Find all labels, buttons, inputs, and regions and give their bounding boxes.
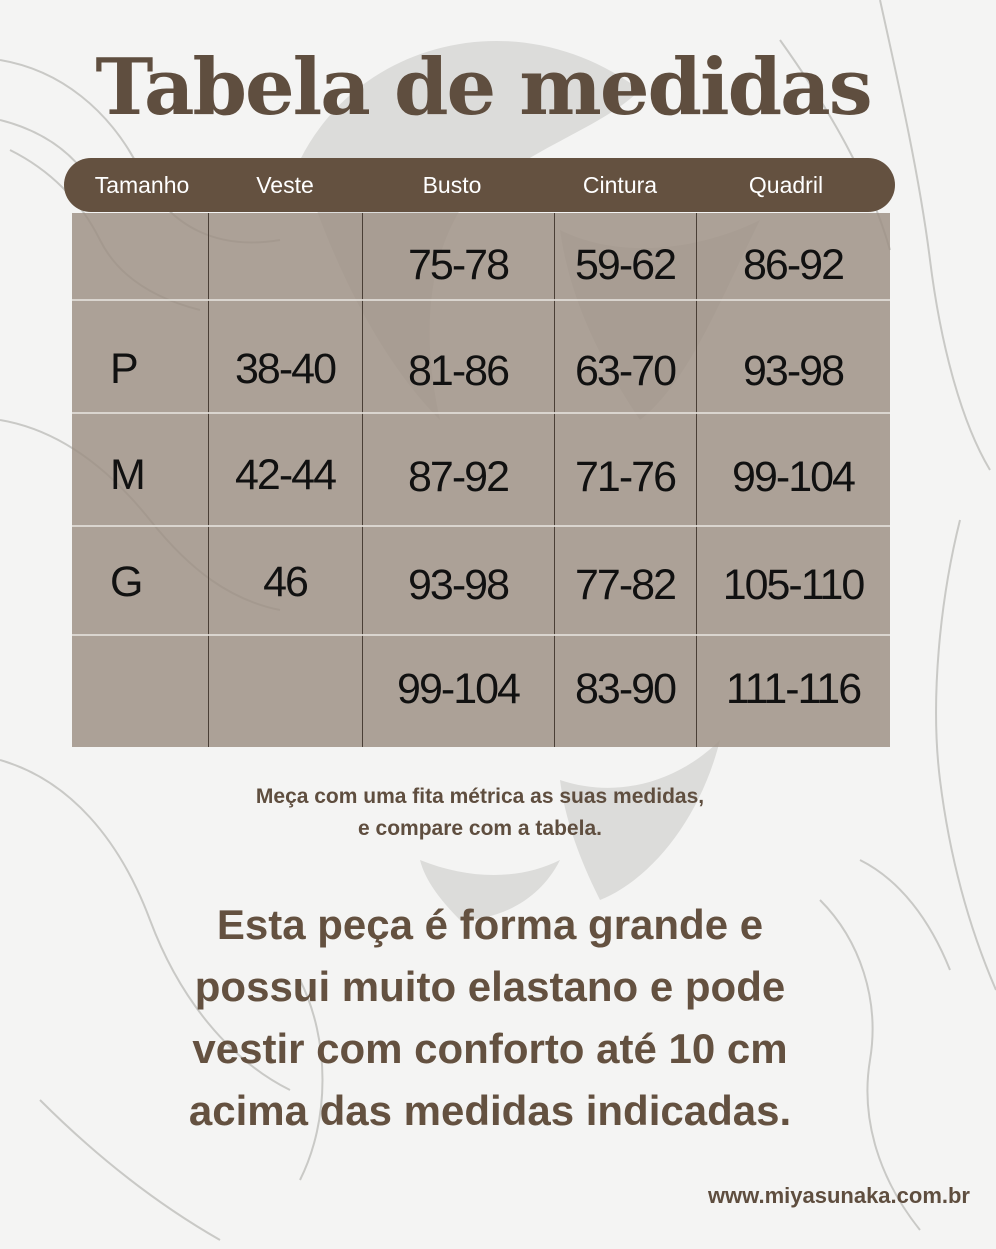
header-quadril: Quadril xyxy=(748,172,824,198)
page-title: Tabela de medidas xyxy=(95,42,871,133)
fit-notice-line-4: acima das medidas indicadas. xyxy=(188,1087,792,1134)
fit-notice-line-1: Esta peça é forma grande e xyxy=(216,901,764,948)
header-cintura: Cintura xyxy=(582,172,658,198)
cell-tamanho: P xyxy=(110,345,137,393)
cell-veste: 42-44 xyxy=(235,451,335,499)
cell-cintura: 59-62 xyxy=(575,241,675,289)
cell-cintura: 77-82 xyxy=(575,561,675,609)
fit-notice xyxy=(120,894,860,1142)
row-divider xyxy=(72,412,890,414)
row-divider xyxy=(72,525,890,527)
cell-quadril: 86-92 xyxy=(743,241,843,289)
cell-cintura: 71-76 xyxy=(575,453,675,501)
fit-notice-line-2: possui muito elastano e pode xyxy=(194,963,786,1010)
cell-quadril: 105-110 xyxy=(722,561,864,609)
cell-cintura: 83-90 xyxy=(575,665,675,713)
fit-notice-line-3: vestir com conforto até 10 cm xyxy=(192,1025,788,1072)
cell-cintura: 63-70 xyxy=(575,347,675,395)
cell-busto: 81-86 xyxy=(408,347,508,395)
header-tamanho: Tamanho xyxy=(94,172,190,198)
cell-veste: 46 xyxy=(263,558,307,606)
cell-tamanho: M xyxy=(110,451,144,499)
cell-tamanho: G xyxy=(110,558,142,606)
cell-busto: 93-98 xyxy=(408,561,508,609)
header-veste: Veste xyxy=(256,172,314,198)
cell-quadril: 99-104 xyxy=(732,453,854,501)
cell-quadril: 93-98 xyxy=(743,347,843,395)
cell-quadril: 111-116 xyxy=(725,665,861,713)
table-header-bar xyxy=(64,158,895,212)
row-divider xyxy=(72,634,890,636)
measurement-note-line-1: Meça com uma fita métrica as suas medidas, xyxy=(255,785,705,808)
cell-busto: 75-78 xyxy=(408,241,508,289)
cell-veste: 38-40 xyxy=(235,345,335,393)
measurement-note-line-2: e compare com a tabela. xyxy=(358,817,602,840)
size-table xyxy=(72,213,890,747)
cell-busto: 87-92 xyxy=(408,453,508,501)
row-divider xyxy=(72,299,890,301)
cell-busto: 99-104 xyxy=(397,665,519,713)
header-busto: Busto xyxy=(422,172,482,198)
website-link[interactable]: www.miyasunaka.com.br xyxy=(707,1183,970,1208)
